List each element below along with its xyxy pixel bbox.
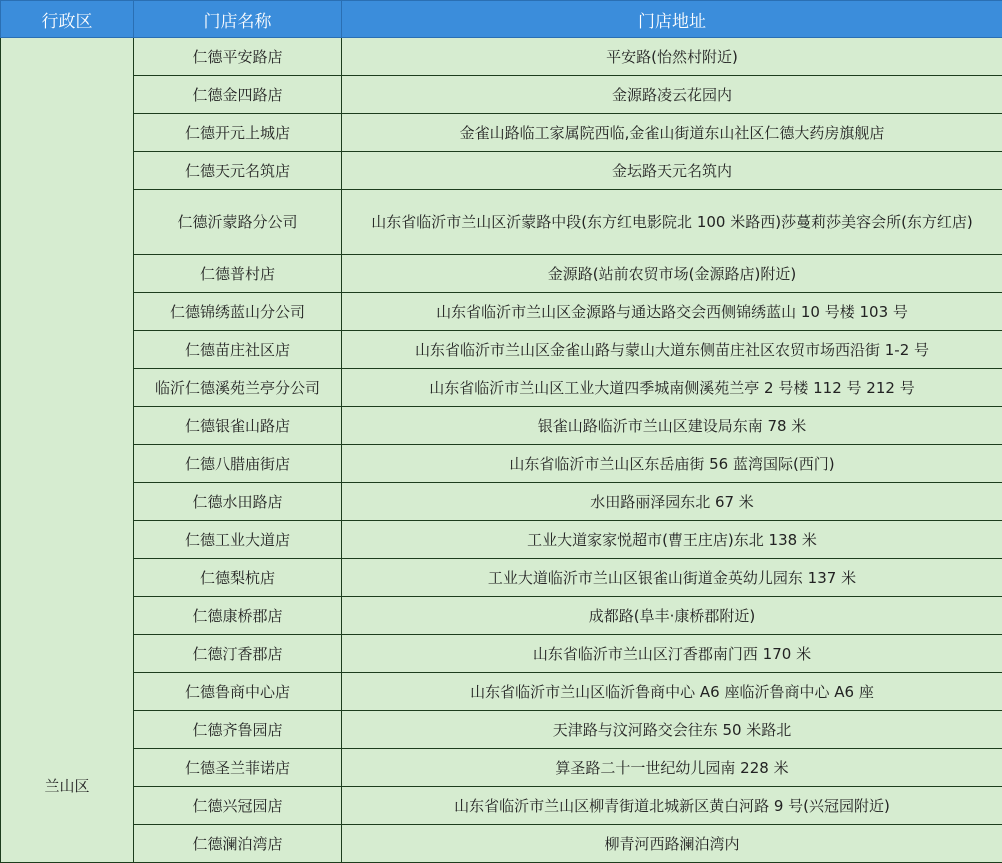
table-row xyxy=(1,559,1002,597)
table-row xyxy=(1,331,1002,369)
header-district: 行政区 xyxy=(1,1,134,38)
store-name-cell: 仁德澜泊湾店 xyxy=(134,825,342,863)
store-address-cell: 山东省临沂市兰山区柳青街道北城新区黄白河路 9 号(兴冠园附近) xyxy=(342,787,1002,825)
table-row xyxy=(1,293,1002,331)
store-address-cell: 水田路丽泽园东北 67 米 xyxy=(342,483,1002,521)
district-label: 兰山区 xyxy=(44,776,90,795)
table-row xyxy=(1,445,1002,483)
store-name-cell: 仁德兴冠园店 xyxy=(134,787,342,825)
store-name-cell: 仁德开元上城店 xyxy=(134,114,342,152)
store-address-cell: 成都路(阜丰·康桥郡附近) xyxy=(342,597,1002,635)
table-row xyxy=(1,114,1002,152)
store-address-cell: 工业大道家家悦超市(曹王庄店)东北 138 米 xyxy=(342,521,1002,559)
table-row xyxy=(1,787,1002,825)
store-address-cell: 金雀山路临工家属院西临,金雀山街道东山社区仁德大药房旗舰店 xyxy=(342,114,1002,152)
table-row xyxy=(1,673,1002,711)
district-cell xyxy=(1,38,134,863)
store-name-cell: 仁德汀香郡店 xyxy=(134,635,342,673)
store-name-cell: 仁德齐鲁园店 xyxy=(134,711,342,749)
store-address-cell: 山东省临沂市兰山区金源路与通达路交会西侧锦绣蓝山 10 号楼 103 号 xyxy=(342,293,1002,331)
store-name-cell: 仁德金四路店 xyxy=(134,76,342,114)
table-header xyxy=(1,1,1002,38)
store-name-cell: 仁德八腊庙街店 xyxy=(134,445,342,483)
store-name-cell: 临沂仁德溪苑兰亭分公司 xyxy=(134,369,342,407)
store-name-cell: 仁德梨杭店 xyxy=(134,559,342,597)
table-row xyxy=(1,38,1002,76)
store-name-cell: 仁德康桥郡店 xyxy=(134,597,342,635)
store-address-cell: 银雀山路临沂市兰山区建设局东南 78 米 xyxy=(342,407,1002,445)
store-address-cell: 山东省临沂市兰山区工业大道四季城南侧溪苑兰亭 2 号楼 112 号 212 号 xyxy=(342,369,1002,407)
store-address-cell: 山东省临沂市兰山区东岳庙街 56 蓝湾国际(西门) xyxy=(342,445,1002,483)
store-address-cell: 山东省临沂市兰山区金雀山路与蒙山大道东侧苗庄社区农贸市场西沿街 1-2 号 xyxy=(342,331,1002,369)
table-row xyxy=(1,190,1002,255)
store-address-cell: 金坛路天元名筑内 xyxy=(342,152,1002,190)
table-row xyxy=(1,711,1002,749)
header-row xyxy=(1,1,1002,38)
store-name-cell: 仁德平安路店 xyxy=(134,38,342,76)
store-address-cell: 柳青河西路澜泊湾内 xyxy=(342,825,1002,863)
store-name-cell: 仁德水田路店 xyxy=(134,483,342,521)
store-address-cell: 山东省临沂市兰山区汀香郡南门西 170 米 xyxy=(342,635,1002,673)
table-row xyxy=(1,521,1002,559)
store-name-cell: 仁德苗庄社区店 xyxy=(134,331,342,369)
table-row xyxy=(1,635,1002,673)
table-row xyxy=(1,152,1002,190)
table-row xyxy=(1,749,1002,787)
table-row xyxy=(1,825,1002,863)
store-name-cell: 仁德工业大道店 xyxy=(134,521,342,559)
store-address-cell: 算圣路二十一世纪幼儿园南 228 米 xyxy=(342,749,1002,787)
store-name-cell: 仁德鲁商中心店 xyxy=(134,673,342,711)
store-address-cell: 金源路凌云花园内 xyxy=(342,76,1002,114)
store-name-cell: 仁德天元名筑店 xyxy=(134,152,342,190)
header-store-address: 门店地址 xyxy=(342,1,1002,38)
table-row xyxy=(1,255,1002,293)
store-address-cell: 山东省临沂市兰山区沂蒙路中段(东方红电影院北 100 米路西)莎蔓莉莎美容会所(东方红店) xyxy=(342,190,1002,255)
store-name-cell: 仁德银雀山路店 xyxy=(134,407,342,445)
table-body xyxy=(1,38,1002,863)
store-name-cell: 仁德普村店 xyxy=(134,255,342,293)
table-row xyxy=(1,76,1002,114)
header-store-name: 门店名称 xyxy=(134,1,342,38)
store-address-cell: 金源路(站前农贸市场(金源路店)附近) xyxy=(342,255,1002,293)
store-address-cell: 工业大道临沂市兰山区银雀山街道金英幼儿园东 137 米 xyxy=(342,559,1002,597)
table-row xyxy=(1,483,1002,521)
table-row xyxy=(1,407,1002,445)
store-address-cell: 天津路与汶河路交会往东 50 米路北 xyxy=(342,711,1002,749)
store-address-cell: 山东省临沂市兰山区临沂鲁商中心 A6 座临沂鲁商中心 A6 座 xyxy=(342,673,1002,711)
store-name-cell: 仁德沂蒙路分公司 xyxy=(134,190,342,255)
table-row xyxy=(1,369,1002,407)
table-row xyxy=(1,597,1002,635)
store-name-cell: 仁德圣兰菲诺店 xyxy=(134,749,342,787)
store-address-cell: 平安路(怡然村附近) xyxy=(342,38,1002,76)
store-name-cell: 仁德锦绣蓝山分公司 xyxy=(134,293,342,331)
